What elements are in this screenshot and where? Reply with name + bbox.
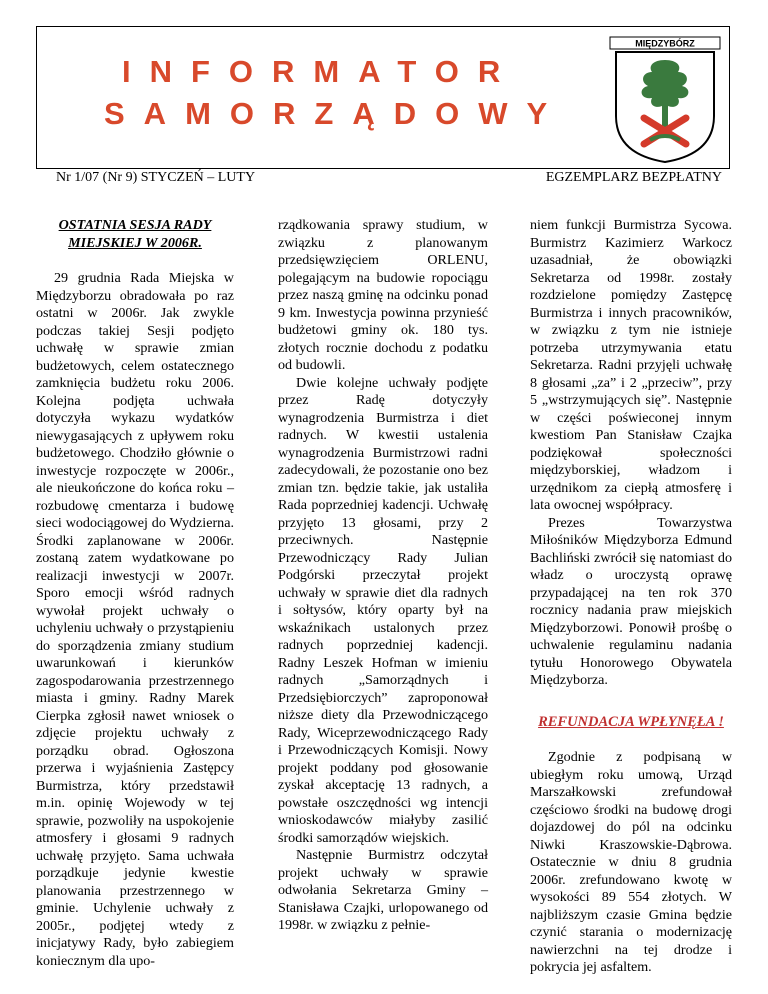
article-paragraph: Zgodnie z podpisaną w ubiegłym roku umową, Urząd Marszałkowski zrefundował częściowo środki na budowę drogi dojazdowej do pól na odcinku Niwki Kraszowskie-Dąbrowa. Ostatecznie w dniu 8 grudnia 2006r. zrefundowano kwotę w wysokości 89 554 złotych. W najbliższym czasie Gmina będzie czynić starania o modernizację nawierzchni na tej drodze i pokrycia jej asfaltem. — [530, 749, 732, 975]
column-3 — [530, 217, 732, 977]
article-paragraph: Dwie kolejne uchwały podjęte przez Radę dotyczyły wynagrodzenia Burmistrza i diet radnych. W kwestii ustalenia wynagrodzenia Burmistrzowi radni zadecydowali, że pozostanie ono bez zmian tzn. będzie takie, jak ustaliła Rada poprzedniej kadencji. Uchwałę przyjęto 13 głosami, przy 2 przeciwnych. Następnie Przewodniczący Rady Julian Podgórski przeczytał projekt uchwały w sprawie diet dla radnych i sołtysów, który oparty był na wskaźnikach ustalonych przez radnych poprzedniej kadencji. Radny Leszek Hofman w imieniu radnych „Samorządnych i Przedsiębiorczych” zaproponował niższe diety dla Przewodniczącego Rady, Wiceprzewodniczącego Rady i Przewodniczących Komisji. Nowy projekt poddany pod głosowanie zyskał akceptację 13 radnych, a powstałe oszczędności wg intencji wnioskodawców miałyby zasilić środki samorządów wiejskich. — [278, 374, 488, 846]
masthead-title-line1: INFORMATOR — [122, 54, 520, 89]
issue-number: Nr 1/07 (Nr 9) STYCZEŃ – LUTY — [56, 170, 256, 185]
crest-label: MIĘDZYBÓRZ — [635, 38, 695, 49]
article-paragraph: niem funkcji Burmistrza Sycowa. Burmistrz Kazimierz Warkocz uzasadniał, że obowiązki Sekretarza od 1998r. zostały rozdzielone pomiędzy Zastępcę Burmistrza i innych pracowników, w związku z tym nie istnieje potrzeba utrzymywania etatu Sekretarza. Radni przyjęli uchwałę 8 głosami „za” i 2 „przeciw”, przy 5 „wstrzymujących się”. Następnie w części poświeconej innym kwestiom Pan Stanisław Czajka podziękował społeczności międzyborskiej, władzom i urzędnikom za ciepłą atmosferę i lata owocnej współpracy. — [530, 217, 732, 513]
article-paragraph: Prezes Towarzystwa Miłośników Międzyborza Edmund Bachliński zwrócił się natomiast do władz o uroczystą oprawę przypadającej na ten rok 370 rocznicy nadania praw miejskich Międzyborzowi. Ponowił prośbę o uchwalenie regulaminu nadania tytułu Honorowego Obywatela Międzyborza. — [530, 514, 732, 688]
article-paragraph: Następnie Burmistrz odczytał projekt uchwały w sprawie odwołania Sekretarza Gminy – Stanisława Czajki, urlopowanego od 1998r. w związku z pełnie- — [278, 847, 488, 933]
article-paragraph: rządkowania sprawy studium, w związku z planowanym przedsięwzięciem ORLENU, polegającym na budowie ropociągu przez naszą gminę na odcinku ponad 9 km. Inwestycja powinna przynieść budżetowi gminy ok. 180 tys. złotych rocznie dochodu z podatku od budowli. — [278, 217, 488, 373]
article-paragraph: 29 grudnia Rada Miejska w Międzyborzu obradowała po raz ostatni w 2006r. Jak zwykle podczas takiej Sesji podjęto uchwałę w sprawie zmian budżetowych, celem ostatecznego zamknięcia budżetu roku 2006. Kolejna podjęta uchwała dotyczyła wykazu wydatków niewygasających z upływem roku budżetowego. Chodziło głównie o inwestycje rozpoczęte w 2006r., ale nieukończone do końca roku – rozbudowę cmentarza i budowę sieci wodociągowej do Wydzierna. Środki zaplanowane w 2006r. zostaną zatem wydatkowane po realizacji inwestycji w 2007r. Sporo emocji wśród radnych wywołał projekt uchwały o uchyleniu uchwały o przystąpieniu do sporządzenia zmiany studium uwarunkowań i kierunków zagospodarowania przestrzennego miasta i gminy. Radny Marek Cierpka zgłosił nawet wniosek o zdjęcie projektu uchwały z porządku obrad. Ogłoszona przerwa i wyjaśnienia Zastępcy Burmistrza, który przedstawił m.in. opinię Wojewody w tej sprawie, pozwoliły na uspokojenie atmosfery i głosami 9 radnych uchwałę przyjęto. Sama uchwała porządkuje jedynie kwestie planowania przestrzennego w gminie. Uchylenie uchwały z 2005r., podjętej wtedy z inicjatywy Rady, było zabiegiem koniecznym dla upo- — [36, 270, 234, 969]
article-heading: OSTATNIA SESJA RADY MIEJSKIEJ W 2006R. — [58, 217, 212, 251]
column-1 — [36, 217, 234, 970]
issue-bar — [36, 168, 730, 189]
article-heading-refund: REFUNDACJA WPŁYNĘŁA ! — [538, 713, 724, 730]
masthead-title-line2: SAMORZĄDOWY — [104, 96, 567, 131]
coat-of-arms-icon — [608, 36, 722, 164]
free-copy-label: EGZEMPLARZ BEZPŁATNY — [545, 170, 722, 185]
column-2 — [278, 217, 488, 935]
